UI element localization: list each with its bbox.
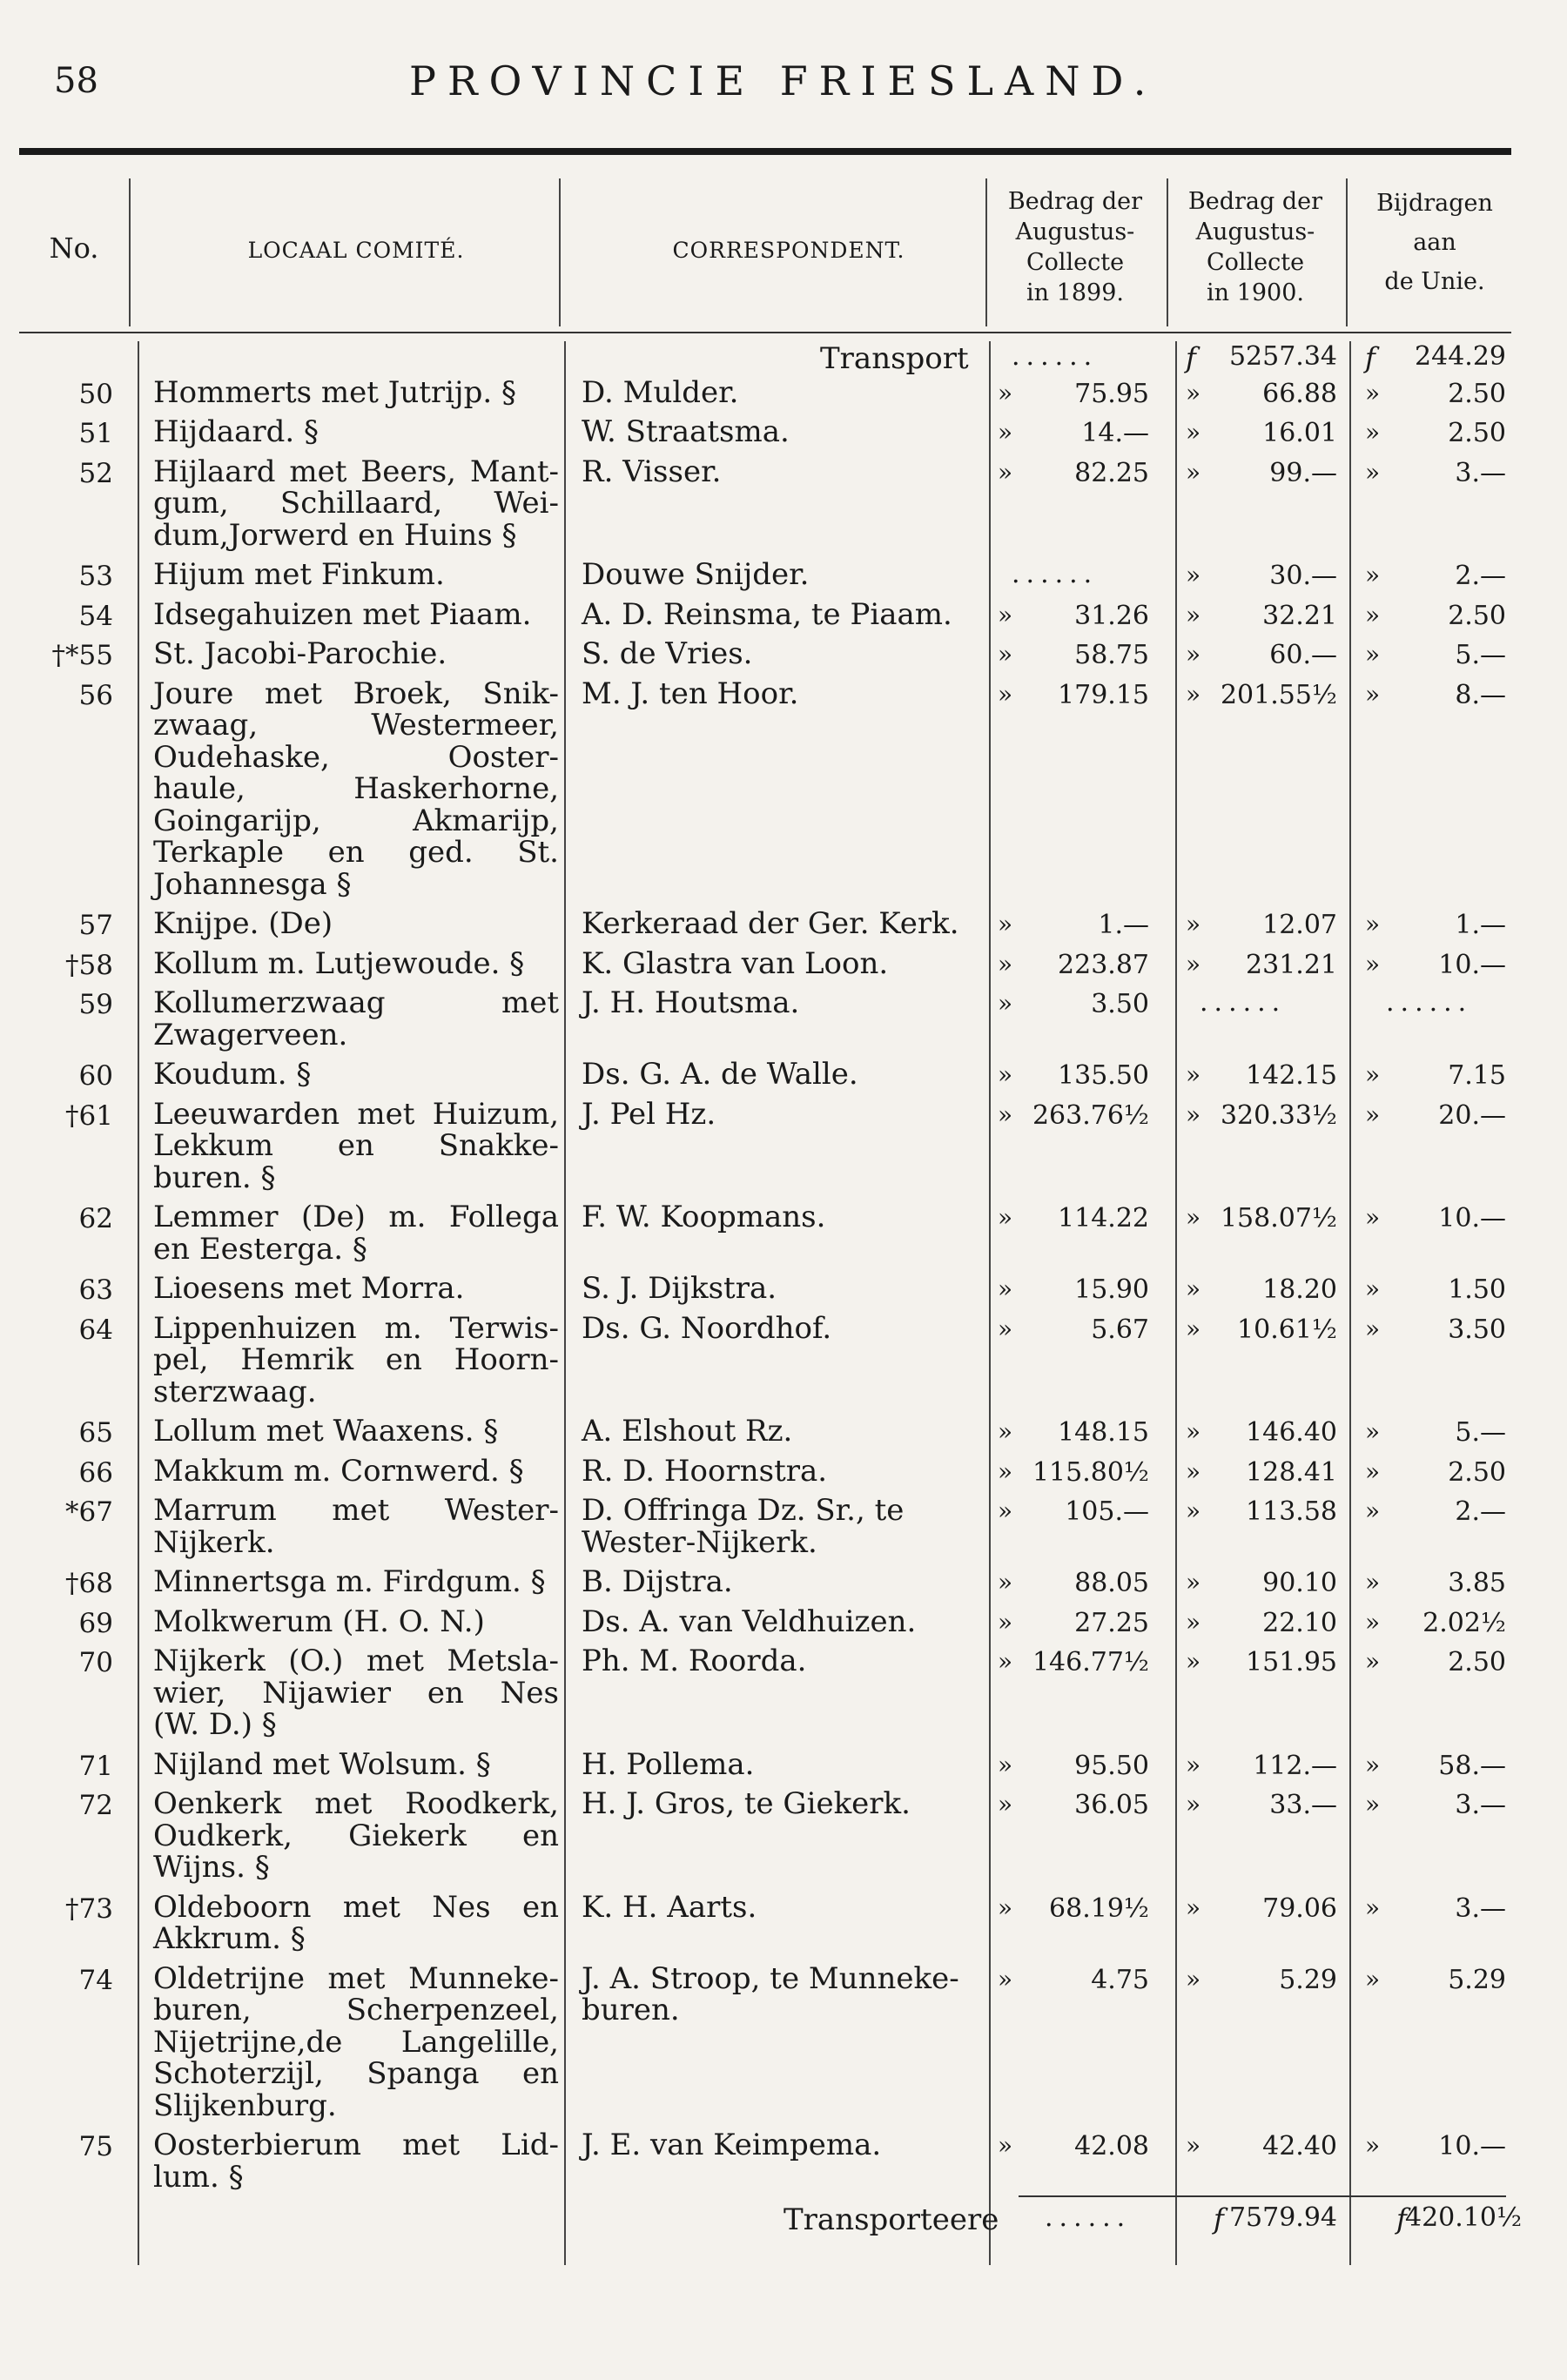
amount-1899: 223.87 [1058,949,1149,980]
amount-1899: 31.26 [1074,600,1149,631]
ditto-mark: » [1365,561,1381,589]
amount-1899: 36.05 [1074,1790,1149,1820]
ditto-mark: » [1365,1790,1381,1819]
amount-1899: 68.19½ [1049,1893,1149,1924]
row-number: 74 [78,1964,113,1996]
comite-line: Kollumerzwaag met [153,985,559,1020]
correspondent-line: A. Elshout Rz. [582,1414,793,1449]
currency-symbol: f [1214,2202,1224,2235]
amount-unie: 2.50 [1448,378,1506,409]
amount-unie: 3.85 [1448,1568,1506,1598]
total-rule [1019,2195,1506,2197]
currency-symbol: f [1396,2202,1407,2235]
amount-unie: 1.50 [1448,1274,1506,1305]
comite-line: buren, Scherpenzeel, [153,1993,559,2027]
comite-line: Kollum m. Lutjewoude. § [153,945,525,981]
ditto-mark: » [998,1060,1013,1089]
page-number: 58 [54,61,98,101]
amount-1900: 18.20 [1262,1274,1337,1305]
correspondent-line: D. Offringa Dz. Sr., te [582,1493,905,1528]
ditto-mark: » [1186,1568,1201,1597]
comite-line: Nijkerk (O.) met Metsla- [153,1644,559,1678]
correspondent-line: K. H. Aarts. [582,1889,757,1925]
amount-unie: 5.29 [1448,1964,1506,1995]
row-number: 60 [78,1060,113,1092]
ditto-mark: » [1186,1607,1201,1637]
amount-1900: 42.40 [1262,2131,1337,2161]
ditto-mark: » [998,457,1013,487]
transporteere-label: Transporteere [784,2202,999,2237]
comite-line: Wijns. § [153,1850,270,1885]
ditto-mark: » [998,1099,1013,1129]
amount-1900: 90.10 [1262,1568,1337,1598]
amount-1900: 146.40 [1246,1417,1337,1448]
correspondent-line: B. Dijstra. [582,1564,733,1599]
comite-line: Minnertsga m. Firdgum. § [153,1564,546,1599]
amount-1900: ...... [1200,987,1287,1018]
amount-unie: 10.— [1438,2131,1506,2161]
amount-1899: 14.— [1081,418,1149,448]
row-number: 62 [78,1203,113,1234]
comite-line: Lemmer (De) m. Follega [153,1200,559,1234]
correspondent-line: M. J. ten Hoor. [582,676,799,711]
row-number: 57 [78,910,113,941]
currency-symbol: f [1365,341,1375,374]
ditto-mark: » [998,2131,1013,2160]
amount-unie: 3.— [1455,457,1506,488]
row-number: 71 [78,1750,113,1782]
row-number: 51 [78,418,113,449]
ditto-mark: » [1186,1647,1201,1676]
comite-line: Oenkerk met Roodkerk, [153,1786,559,1821]
column-header-1899: Bedrag der Augustus- Collecte in 1899. [1007,188,1143,306]
ditto-mark: » [998,1203,1013,1232]
ditto-mark: » [998,1274,1013,1303]
correspondent-line: buren. [582,1993,680,2027]
amount-unie: 2.— [1455,561,1506,591]
transport-unie: 244.29 [1415,341,1506,372]
column-divider [138,341,139,2265]
amount-1899: 146.77½ [1032,1647,1149,1677]
row-number: †*55 [51,640,113,671]
column-divider [1346,178,1348,326]
amount-unie: 10.— [1438,1203,1506,1234]
amount-unie: 5.— [1455,1417,1506,1448]
ditto-mark: » [1186,1060,1201,1089]
row-number: †58 [65,949,113,981]
ditto-mark: » [998,1314,1013,1343]
correspondent-line: Ds. G. Noordhof. [582,1310,832,1346]
ditto-mark: » [998,989,1013,1018]
amount-1899: 5.67 [1091,1314,1149,1345]
row-number: 63 [78,1274,113,1306]
amount-1899: 179.15 [1058,679,1149,710]
amount-1900: 231.21 [1246,949,1337,980]
amount-1900: 79.06 [1262,1893,1337,1924]
column-header-correspondent: CORRESPONDENT. [672,238,905,263]
comite-line: Lippenhuizen m. Terwis- [153,1310,559,1346]
ditto-mark: » [1186,679,1201,709]
transport-1899: ...... [1012,341,1099,372]
amount-1899: 1.— [1098,910,1149,940]
comite-line: Hijdaard. § [153,414,319,449]
amount-1899: 105.— [1065,1496,1149,1527]
ditto-mark: » [1186,1274,1201,1303]
amount-1899: 3.50 [1091,989,1149,1019]
ditto-mark: » [1365,1496,1381,1525]
header-rule [19,148,1511,155]
column-header-1900: Bedrag der Augustus- Collecte in 1900. [1187,188,1323,306]
amount-1900: 60.— [1269,640,1337,670]
amount-1899: 82.25 [1074,457,1149,488]
ditto-mark: » [998,949,1013,978]
ditto-mark: » [1186,378,1201,407]
ditto-mark: » [1186,1790,1201,1819]
correspondent-line: Wester-Nijkerk. [582,1524,817,1560]
amount-1900: 22.10 [1262,1607,1337,1638]
ditto-mark: » [1186,2131,1201,2160]
ditto-mark: » [1365,1893,1381,1922]
correspondent-line: Ds. G. A. de Walle. [582,1057,858,1092]
amount-unie: 3.— [1455,1893,1506,1924]
comite-line: St. Jacobi-Parochie. [153,636,447,671]
comite-line: Oudkerk, Giekerk en [153,1818,559,1853]
comite-line: Knijpe. (De) [153,906,333,941]
row-number: †68 [65,1568,113,1599]
comite-line: Slijkenburg. [153,2088,337,2123]
amount-unie: 7.15 [1448,1060,1506,1091]
comite-line: Akkrum. § [153,1921,306,1956]
amount-unie: 2.50 [1448,1456,1506,1488]
ditto-mark: » [1186,600,1201,629]
amount-1899: 15.90 [1074,1274,1149,1305]
comite-line: buren. § [153,1160,276,1195]
comite-line: Makkum m. Cornwerd. § [153,1453,524,1489]
amount-1900: 142.15 [1246,1060,1337,1091]
comite-line: Oosterbierum met Lid- [153,2128,559,2162]
correspondent-line: K. Glastra van Loon. [582,945,889,981]
comite-line: Oudehaske, Ooster- [153,739,559,775]
amount-1899: 115.80½ [1032,1456,1149,1488]
comite-line: Johannesga § [153,866,352,902]
ditto-mark: » [1186,949,1201,978]
amount-1900: 33.— [1269,1790,1337,1820]
ditto-mark: » [1365,1060,1381,1089]
ditto-mark: » [998,1790,1013,1819]
ditto-mark: » [998,1964,1013,1993]
transport-1900: 5257.34 [1228,341,1337,372]
ditto-mark: » [1186,418,1201,447]
ditto-mark: » [998,378,1013,407]
amount-1900: 112.— [1253,1750,1337,1781]
column-divider [1167,178,1168,326]
amount-unie: 5.— [1455,640,1506,670]
row-number: 75 [78,2131,113,2162]
amount-1899: 263.76½ [1032,1099,1149,1131]
column-divider [559,178,561,326]
amount-1900: 151.95 [1246,1647,1337,1677]
row-number: 54 [78,600,113,632]
comite-line: Lollum met Waaxens. § [153,1414,499,1449]
correspondent-line: J. A. Stroop, te Munneke- [582,1960,959,1996]
transporteere-1900: 7579.94 [1228,2202,1337,2233]
amount-1899: 4.75 [1091,1964,1149,1995]
row-number: †61 [65,1099,113,1132]
ditto-mark: » [1365,1964,1381,1993]
amount-unie: 2.50 [1448,600,1506,631]
ditto-mark: » [1365,1274,1381,1303]
amount-1899: 42.08 [1074,2131,1149,2161]
amount-1900: 30.— [1269,561,1337,591]
ditto-mark: » [1186,1099,1201,1129]
row-number: 64 [78,1314,113,1346]
row-number: 66 [78,1456,113,1489]
amount-1899: 135.50 [1058,1060,1149,1091]
correspondent-line: H. Pollema. [582,1746,755,1782]
comite-line: Oldeboorn met Nes en [153,1889,559,1925]
ditto-mark: » [998,910,1013,938]
ditto-mark: » [1186,561,1201,589]
comite-line: Terkaple en ged. St. [153,835,559,870]
ditto-mark: » [1186,640,1201,669]
ditto-mark: » [1365,1203,1381,1232]
comite-line: (W. D.) § [153,1707,277,1742]
ditto-mark: » [1365,640,1381,669]
row-number: 69 [78,1607,113,1639]
correspondent-line: Ph. M. Roorda. [582,1644,807,1678]
comite-line: Schoterzijl, Spanga en [153,2056,559,2091]
comite-line: Goingarijp, Akmarijp, [153,803,559,838]
comite-line: lum. § [153,2159,244,2195]
amount-1899: ...... [1012,559,1099,589]
amount-unie: 10.— [1438,949,1506,980]
amount-1900: 113.58 [1246,1496,1337,1527]
ditto-mark: » [998,1647,1013,1676]
ditto-mark: » [1365,378,1381,407]
ditto-mark: » [1365,418,1381,447]
row-number: 65 [78,1417,113,1449]
amount-1900: 10.61½ [1237,1314,1337,1345]
correspondent-line: J. H. Houtsma. [582,985,800,1020]
ditto-mark: » [1365,1568,1381,1597]
comite-line: sterzwaag. [153,1374,317,1409]
amount-unie: 2.— [1455,1496,1506,1527]
ditto-mark: » [1186,910,1201,938]
amount-1899: 75.95 [1074,378,1149,409]
row-number: 50 [78,378,113,410]
ditto-mark: » [998,600,1013,629]
ditto-mark: » [1365,679,1381,709]
ditto-mark: » [998,1417,1013,1446]
column-header-no: No. [49,232,99,265]
ditto-mark: » [1186,1456,1201,1486]
amount-1900: 158.07½ [1220,1203,1337,1234]
comite-line: pel, Hemrik en Hoorn- [153,1342,559,1377]
amount-1900: 128.41 [1246,1456,1337,1488]
comite-line: Nijetrijne,de Langelille, [153,2024,559,2060]
comite-line: Lekkum en Snakke- [153,1128,559,1163]
amount-unie: 2.50 [1448,1647,1506,1677]
ditto-mark: » [1365,1099,1381,1129]
amount-1900: 5.29 [1279,1964,1337,1995]
correspondent-line: R. D. Hoornstra. [582,1453,828,1489]
comite-line: Hijum met Finkum. [153,557,445,592]
currency-symbol: f [1186,341,1196,374]
ditto-mark: » [1186,457,1201,487]
amount-1900: 66.88 [1262,378,1337,409]
ditto-mark: » [1365,1456,1381,1486]
ditto-mark: » [1186,1496,1201,1525]
row-number: 59 [78,989,113,1020]
comite-line: en Eesterga. § [153,1231,367,1267]
amount-unie: 2.50 [1448,418,1506,448]
row-number: *67 [65,1496,113,1528]
ditto-mark: » [1365,1314,1381,1343]
row-number: 70 [78,1647,113,1678]
comite-line: Marrum met Wester- [153,1493,559,1528]
comite-line: Idsegahuizen met Piaam. [153,596,532,632]
amount-unie: 3.50 [1448,1314,1506,1345]
row-number: 72 [78,1790,113,1821]
transporteere-unie: 420.10½ [1405,2202,1523,2233]
ditto-mark: » [998,1893,1013,1922]
column-divider [564,341,566,2265]
comite-line: wier, Nijawier en Nes [153,1675,559,1711]
correspondent-line: R. Visser. [582,454,722,489]
ditto-mark: » [1365,600,1381,629]
correspondent-line: S. J. Dijkstra. [582,1271,777,1306]
ditto-mark: » [1365,1607,1381,1637]
ditto-mark: » [1365,1647,1381,1676]
ditto-mark: » [1186,1750,1201,1779]
ditto-mark: » [998,1456,1013,1486]
comite-line: haule, Haskerhorne, [153,771,559,806]
correspondent-line: J. Pel Hz. [582,1096,716,1132]
column-header-comite: LOCAAL COMITÉ. [247,238,465,263]
amount-unie: 58.— [1438,1750,1506,1781]
header-divider [19,332,1511,333]
row-number: 53 [78,561,113,592]
comite-line: Lioesens met Morra. [153,1271,465,1306]
comite-line: Oldetrijne met Munneke- [153,1960,559,1996]
correspondent-line: J. E. van Keimpema. [582,2128,882,2162]
ditto-mark: » [1186,1964,1201,1993]
row-number: 56 [78,679,113,711]
ditto-mark: » [998,679,1013,709]
amount-1900: 12.07 [1262,910,1337,940]
correspondent-line: F. W. Koopmans. [582,1200,826,1234]
ditto-mark: » [998,640,1013,669]
ditto-mark: » [998,418,1013,447]
amount-unie: 1.— [1455,910,1506,940]
amount-1899: 148.15 [1058,1417,1149,1448]
ditto-mark: » [1186,1893,1201,1922]
correspondent-line: Douwe Snijder. [582,557,810,592]
amount-1899: 95.50 [1074,1750,1149,1781]
comite-line: gum, Schillaard, Wei- [153,486,559,521]
ditto-mark: » [1365,1417,1381,1446]
comite-line: Koudum. § [153,1057,312,1092]
amount-unie: 20.— [1438,1099,1506,1131]
row-number: 52 [78,457,113,489]
ditto-mark: » [1186,1203,1201,1232]
amount-1900: 32.21 [1262,600,1337,631]
ditto-mark: » [1365,949,1381,978]
row-number: †73 [65,1893,113,1925]
amount-unie: 3.— [1455,1790,1506,1820]
amount-1899: 88.05 [1074,1568,1149,1598]
comite-line: dum,Jorwerd en Huins § [153,517,517,553]
amount-1900: 201.55½ [1220,679,1337,710]
amount-1900: 320.33½ [1220,1099,1337,1131]
correspondent-line: H. J. Gros, te Giekerk. [582,1786,911,1821]
ditto-mark: » [1365,457,1381,487]
comite-line: Hommerts met Jutrijp. § [153,374,516,410]
amount-1899: 58.75 [1074,640,1149,670]
ditto-mark: » [1365,1750,1381,1779]
ditto-mark: » [1365,910,1381,938]
ditto-mark: » [998,1568,1013,1597]
correspondent-line: A. D. Reinsma, te Piaam. [582,596,952,632]
comite-line: Molkwerum (H. O. N.) [153,1603,485,1639]
comite-line: Leeuwarden met Huizum, [153,1096,559,1132]
transport-label: Transport [820,341,969,376]
amount-unie: ...... [1386,987,1473,1018]
comite-line: Hijlaard met Beers, Mant- [153,454,559,489]
ditto-mark: » [1186,1314,1201,1343]
comite-line: Zwagerveen. [153,1017,348,1052]
amount-1900: 16.01 [1262,418,1337,448]
amount-unie: 2.02½ [1422,1607,1506,1638]
amount-1900: 99.— [1269,457,1337,488]
transporteere-1899: ...... [1045,2202,1132,2233]
correspondent-line: W. Straatsma. [582,414,790,449]
page-title: PROVINCIE FRIESLAND. [409,57,1158,104]
column-divider [985,178,987,326]
amount-1899: 114.22 [1058,1203,1149,1234]
column-divider [1349,341,1351,2265]
column-divider [129,178,131,326]
ditto-mark: » [1365,2131,1381,2160]
correspondent-line: Kerkeraad der Ger. Kerk. [582,906,959,941]
comite-line: Nijland met Wolsum. § [153,1746,491,1782]
ditto-mark: » [998,1496,1013,1525]
amount-1899: 27.25 [1074,1607,1149,1638]
column-header-unie: Bijdragen aan de Unie. [1376,190,1493,295]
column-divider [1175,341,1177,2265]
comite-line: zwaag, Westermeer, [153,708,559,743]
ditto-mark: » [998,1607,1013,1637]
correspondent-line: S. de Vries. [582,636,753,671]
correspondent-line: Ds. A. van Veldhuizen. [582,1603,917,1639]
amount-unie: 8.— [1455,679,1506,710]
comite-line: Nijkerk. [153,1524,275,1560]
ditto-mark: » [998,1750,1013,1779]
correspondent-line: D. Mulder. [582,374,739,410]
ditto-mark: » [1186,1417,1201,1446]
comite-line: Joure met Broek, Snik- [153,676,559,711]
